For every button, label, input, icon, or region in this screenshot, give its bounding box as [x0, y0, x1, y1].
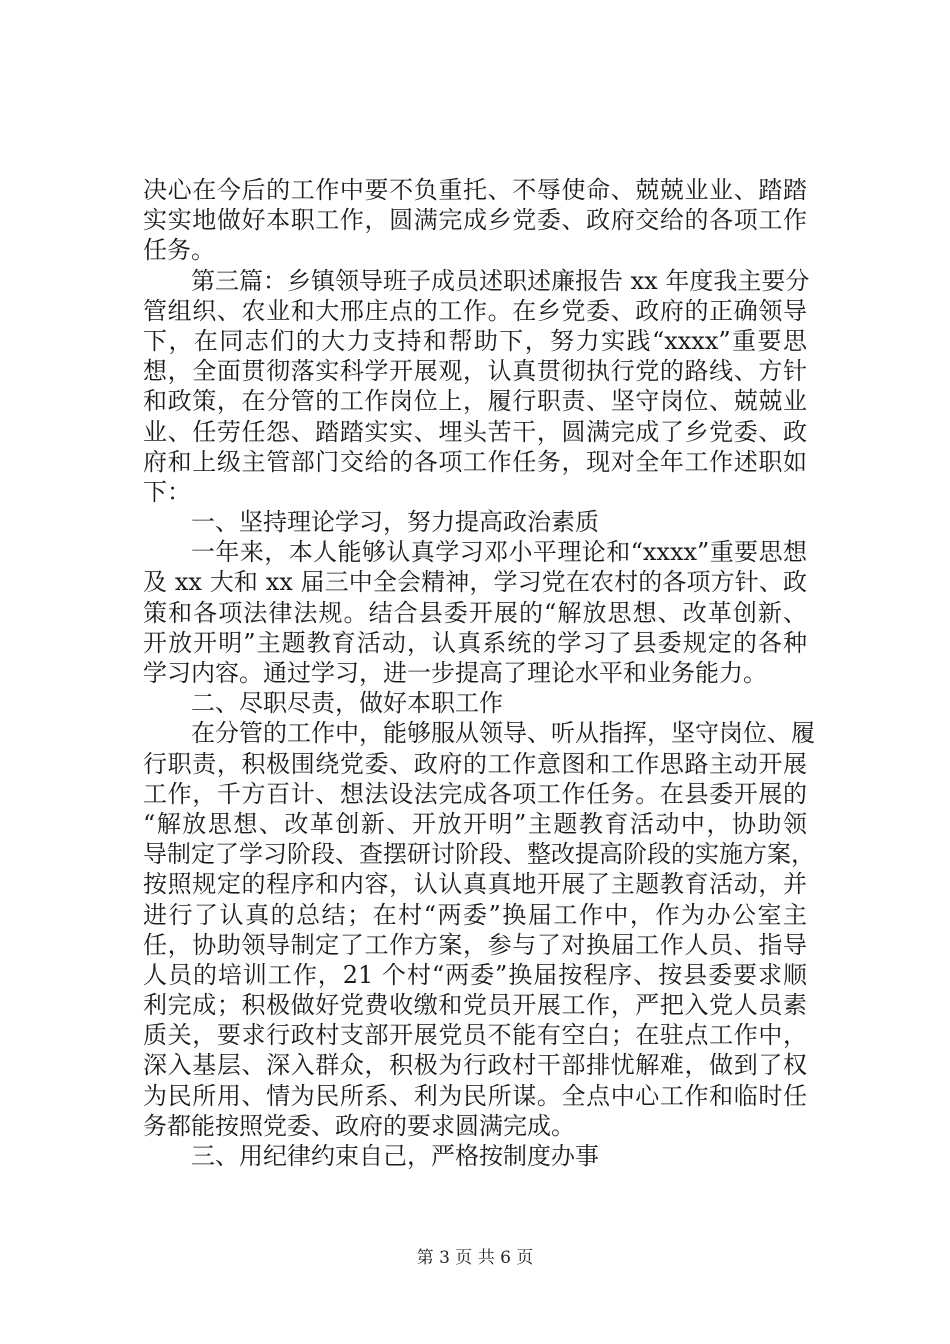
text-line: 行职责，积极围绕党委、政府的工作意图和工作思路主动开展	[143, 749, 807, 778]
text-line: 深入基层、深入群众，积极为行政村干部排忧解难，做到了权	[143, 1051, 807, 1080]
text-line: 和政策，在分管的工作岗位上，履行职责、坚守岗位、兢兢业	[143, 387, 807, 416]
text-line: 任，协助领导制定了工作方案，参与了对换届工作人员、指导	[143, 930, 807, 959]
text-line: 实实地做好本职工作，圆满完成乡党委、政府交给的各项工作	[143, 206, 807, 235]
text-line: 及 xx 大和 xx 届三中全会精神，学习党在农村的各项方针、政	[143, 568, 807, 597]
document-body	[143, 175, 815, 1171]
text-line: 开放开明”主题教育活动，认真系统的学习了县委规定的各种	[143, 628, 807, 657]
text-line: 决心在今后的工作中要不负重托、不辱使命、兢兢业业、踏踏	[143, 176, 807, 204]
page-number-footer: 第 3 页 共 6 页	[416, 1248, 534, 1268]
text-line: 学习内容。通过学习，进一步提高了理论水平和业务能力。	[143, 659, 767, 687]
section-title-line: 第三篇：乡镇领导班子成员述职述廉报告 xx 年度我主要分	[191, 266, 810, 295]
text-line: 质关，要求行政村支部开展党员不能有空白；在驻点工作中，	[143, 1021, 807, 1050]
text-line: 下：	[143, 477, 191, 506]
text-line: 任务。	[143, 236, 215, 265]
heading-1: 一、坚持理论学习，努力提高政治素质	[191, 508, 599, 537]
text-line: 工作，千方百计、想法设法完成各项工作任务。在县委开展的	[143, 779, 807, 808]
text-line: 下，在同志们的大力支持和帮助下，努力实践“xxxx”重要思	[143, 326, 807, 355]
text-line: 务都能按照党委、政府的要求圆满完成。	[143, 1111, 575, 1140]
text-line: 业、任劳任怨、踏踏实实、埋头苦干，圆满完成了乡党委、政	[143, 417, 807, 446]
text-line: 为民所用、情为民所系、利为民所谋。全点中心工作和临时任	[143, 1081, 807, 1110]
text-line: 按照规定的程序和内容，认认真真地开展了主题教育活动，并	[143, 870, 807, 899]
text-line: 想，全面贯彻落实科学开展观，认真贯彻执行党的路线、方针	[143, 357, 807, 386]
text-line: 利完成；积极做好党费收缴和党员开展工作，严把入党人员素	[143, 991, 807, 1020]
text-line: “解放思想、改革创新、开放开明”主题教育活动中，协助领	[143, 809, 807, 838]
text-line: 导制定了学习阶段、查摆研讨阶段、整改提高阶段的实施方案，	[143, 840, 815, 869]
text-line: 进行了认真的总结；在村“两委”换届工作中，作为办公室主	[143, 900, 807, 929]
heading-3: 三、用纪律约束自己，严格按制度办事	[191, 1142, 599, 1170]
text-line: 一年来，本人能够认真学习邓小平理论和“xxxx”重要思想	[191, 538, 807, 567]
text-line: 策和各项法律法规。结合县委开展的“解放思想、改革创新、	[143, 598, 807, 627]
text-line: 管组织、农业和大邢庄点的工作。在乡党委、政府的正确领导	[143, 296, 807, 325]
heading-2: 二、尽职尽责，做好本职工作	[191, 689, 503, 718]
text-line: 府和上级主管部门交给的各项工作任务，现对全年工作述职如	[143, 447, 807, 476]
text-line: 人员的培训工作，21 个村“两委”换届按程序、按县委要求顺	[143, 960, 807, 989]
text-line: 在分管的工作中，能够服从领导、听从指挥，坚守岗位、履	[191, 719, 815, 748]
